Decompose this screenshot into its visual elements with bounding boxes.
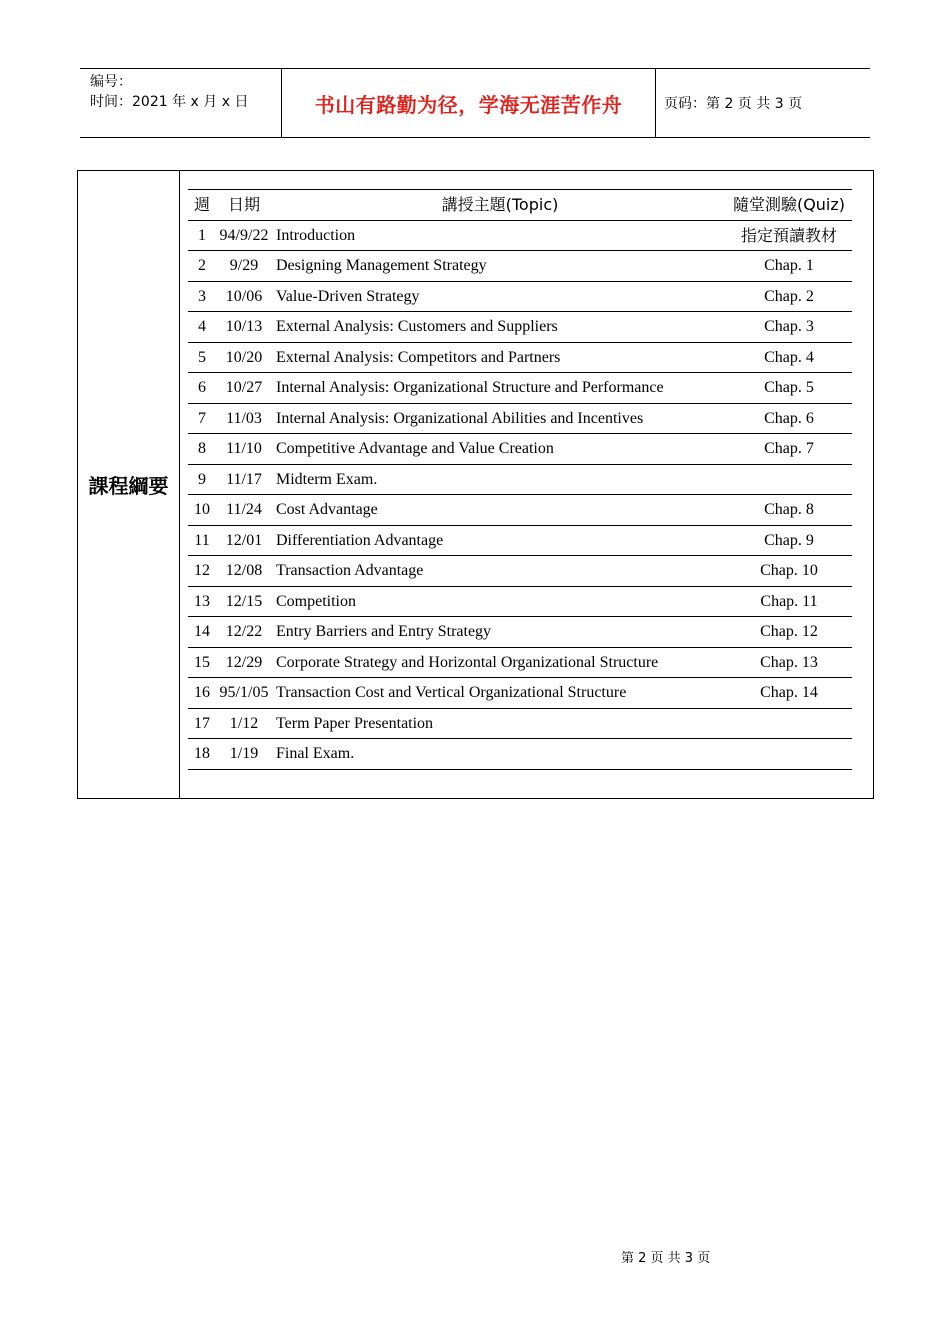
quiz-cell: 指定預讀教材 (740, 225, 837, 245)
topic-cell: Cost Advantage (276, 501, 378, 518)
header-meta (80, 69, 281, 137)
week-cell: 5 (198, 348, 206, 366)
table-row (188, 404, 852, 435)
quiz-cell: Chap. 8 (764, 501, 814, 518)
topic-cell: Entry Barriers and Entry Strategy (276, 623, 492, 640)
week-cell: 12 (194, 562, 210, 579)
quiz-cell: Chap. 9 (764, 531, 814, 549)
schedule-header-row (188, 189, 852, 221)
week-cell: 6 (198, 379, 206, 396)
topic-cell: Internal Analysis: Organizational Abilities and Incentives (276, 409, 644, 427)
table-row (188, 709, 852, 740)
table-row (188, 526, 852, 557)
quiz-cell: Chap. 12 (760, 623, 818, 640)
topic-cell: Competitive Advantage and Value Creation (276, 440, 554, 457)
quiz-cell: Chap. 2 (764, 287, 814, 305)
week-cell: 13 (194, 592, 210, 610)
date-cell: 10/20 (225, 348, 263, 366)
table-row (188, 282, 852, 313)
table-row (188, 373, 852, 404)
topic-cell: Internal Analysis: Organizational Structure and Performance (276, 379, 664, 396)
week-cell: 4 (198, 318, 206, 335)
date-cell: 10/27 (225, 379, 263, 396)
outline-label-cell (78, 171, 180, 798)
topic-cell: Transaction Advantage (276, 562, 424, 579)
week-cell: 18 (194, 745, 210, 762)
topic-cell: Introduction (276, 226, 356, 244)
table-row (188, 343, 852, 374)
quiz-cell: Chap. 11 (760, 592, 818, 610)
week-cell: 17 (194, 714, 210, 732)
schedule-table (188, 189, 852, 770)
topic-cell: External Analysis: Competitors and Partners (276, 348, 561, 366)
topic-cell: Midterm Exam. (276, 470, 378, 488)
page-header (80, 68, 870, 138)
date-cell: 12/22 (225, 623, 263, 640)
quiz-cell: Chap. 13 (760, 653, 818, 671)
week-cell: 11 (194, 531, 210, 549)
week-cell: 1 (198, 226, 206, 244)
table-row (188, 251, 852, 282)
date-cell: 9/29 (229, 257, 259, 274)
column-header-week: 週 (193, 195, 210, 214)
date-cell: 11/24 (226, 501, 262, 518)
week-cell: 3 (198, 287, 206, 305)
date-cell: 10/13 (225, 318, 263, 335)
table-row (188, 434, 852, 465)
topic-cell: Term Paper Presentation (276, 714, 434, 732)
motto-text: 书山有路勤为径，学海无涯苦作舟 (314, 92, 623, 117)
topic-cell: Final Exam. (276, 745, 355, 762)
week-cell: 8 (198, 440, 206, 457)
course-outline-table (77, 170, 874, 799)
quiz-cell: Chap. 6 (764, 409, 814, 427)
serial-label: 编号： (90, 74, 132, 90)
date-cell: 94/9/22 (219, 226, 269, 244)
week-cell: 10 (194, 501, 210, 518)
topic-cell: External Analysis: Customers and Suppliers (276, 318, 558, 335)
topic-cell: Transaction Cost and Vertical Organizational Structure (276, 684, 627, 701)
table-row (188, 465, 852, 496)
date-cell: 1/12 (229, 714, 259, 732)
date-cell: 10/06 (225, 287, 263, 305)
column-header-date: 日期 (227, 195, 260, 214)
topic-cell: Competition (276, 592, 356, 610)
table-row (188, 312, 852, 343)
table-row (188, 495, 852, 526)
table-row (188, 556, 852, 587)
quiz-cell: Chap. 5 (764, 379, 814, 396)
footer-page-number: 第 2 页 共 3 页 (621, 1251, 711, 1266)
page-info-text: 页码：第 2 页 共 3 页 (664, 96, 803, 112)
time-label: 时间：2021 年 x 月 x 日 (90, 94, 249, 110)
date-cell: 12/08 (225, 562, 263, 579)
quiz-cell: Chap. 7 (764, 440, 814, 457)
week-cell: 15 (194, 653, 210, 671)
outline-label: 課程綱要 (88, 474, 169, 498)
table-row (188, 221, 852, 252)
week-cell: 2 (198, 257, 206, 274)
table-row (188, 648, 852, 679)
header-motto-cell (281, 69, 656, 137)
date-cell: 12/15 (225, 592, 263, 610)
topic-cell: Differentiation Advantage (276, 531, 444, 549)
column-header-quiz: 隨堂測驗(Quiz) (732, 195, 846, 214)
topic-cell: Designing Management Strategy (276, 257, 487, 274)
topic-cell: Value-Driven Strategy (276, 287, 420, 305)
quiz-cell: Chap. 14 (760, 684, 818, 701)
date-cell: 12/29 (225, 653, 263, 671)
quiz-cell: Chap. 3 (764, 318, 814, 335)
quiz-cell: Chap. 10 (760, 562, 818, 579)
date-cell: 1/19 (229, 745, 259, 762)
topic-cell: Corporate Strategy and Horizontal Organizational Structure (276, 653, 659, 671)
week-cell: 9 (198, 470, 206, 488)
header-page-info (656, 69, 870, 137)
quiz-cell: Chap. 1 (764, 257, 814, 274)
week-cell: 7 (198, 409, 206, 427)
date-cell: 11/03 (226, 409, 262, 427)
date-cell: 95/1/05 (219, 684, 269, 701)
date-cell: 11/10 (226, 440, 262, 457)
column-header-topic: 講授主題(Topic) (441, 195, 559, 214)
date-cell: 11/17 (226, 470, 262, 488)
table-row (188, 617, 852, 648)
week-cell: 14 (194, 623, 210, 640)
table-row (188, 587, 852, 618)
week-cell: 16 (194, 684, 210, 701)
date-cell: 12/01 (225, 531, 263, 549)
quiz-cell: Chap. 4 (764, 348, 814, 366)
table-row (188, 739, 852, 770)
table-row (188, 678, 852, 709)
